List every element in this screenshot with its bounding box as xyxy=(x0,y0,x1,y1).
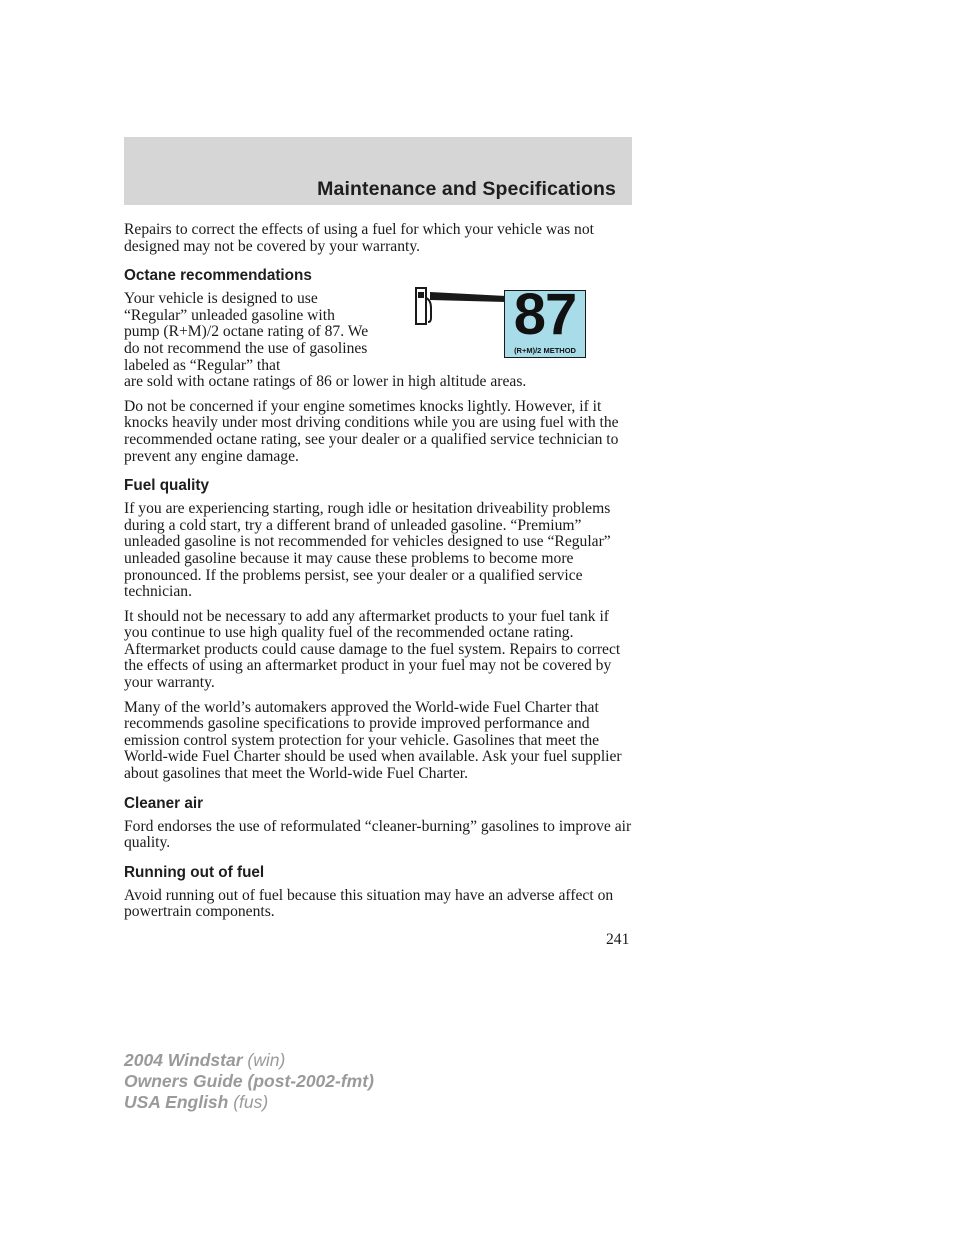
section-header xyxy=(124,137,632,205)
knock-paragraph: Do not be concerned if your engine sometimes knocks lightly. However, if it knocks heavily under most driving conditions while you are using fuel with the recommended octane rating, see your dealer or a qualified service technician to prevent any engine damage. xyxy=(124,397,619,465)
intro-paragraph: Repairs to correct the effects of using a fuel for which your vehicle was not designed may not be covered by your warranty. xyxy=(124,221,594,255)
fuel-quality-paragraph-3: Many of the world’s automakers approved the World-wide Fuel Charter that recommends gasoline specifications to provide improved performance and emission control system protection for your vehicle. Gasolines that meet the World-wide Fuel Charter should be used when available. Ask your fuel supplier about gasolines that meet the World-wide Fuel Charter. xyxy=(124,698,622,783)
fuel-quality-paragraph-1: If you are experiencing starting, rough idle or hesitation driveability problems during a cold start, try a different brand of unleaded gasoline. “Premium” unleaded gasoline is not recommended for vehicles designed to use “Regular” unleaded gasoline because it may cause these problems to become more pronounced. If the problems persist, see your dealer or a qualified service technician. xyxy=(124,500,611,601)
footer-line-3 xyxy=(124,1092,374,1113)
footer-line-1 xyxy=(124,1050,374,1071)
section-title: Maintenance and Specifications xyxy=(317,178,616,200)
octane-label-method: (R+M)/2 METHOD xyxy=(514,346,576,356)
fuel-quality-heading: Fuel quality xyxy=(124,477,209,495)
octane-paragraph-continued: are sold with octane ratings of 86 or lower in high altitude areas. xyxy=(124,373,527,391)
octane-label xyxy=(504,282,586,358)
footer-guide: Owners Guide (post-2002-fmt) xyxy=(124,1071,374,1091)
document-footer xyxy=(124,1050,374,1113)
footer-model: 2004 Windstar xyxy=(124,1050,243,1070)
cleaner-air-paragraph: Ford endorses the use of reformulated “cleaner-burning” gasolines to improve air quality. xyxy=(124,817,632,852)
running-out-paragraph: Avoid running out of fuel because this situation may have an adverse affect on powertrain components. xyxy=(124,886,614,921)
footer-model-code: (win) xyxy=(242,1050,286,1070)
octane-label-figure xyxy=(408,278,604,358)
octane-label-number: 87 xyxy=(513,282,577,348)
page-content xyxy=(124,222,636,929)
footer-line-2 xyxy=(124,1071,374,1092)
fuel-quality-paragraph-2: It should not be necessary to add any aftermarket products to your fuel tank if you continue to use high quality fuel of the recommended octane rating. Aftermarket products could cause damage to the fuel system. Repairs to correct the effects of using an aftermarket product in your fuel may not be covered by your warranty. xyxy=(124,607,621,692)
cleaner-air-heading: Cleaner air xyxy=(124,794,204,812)
page-number: 241 xyxy=(606,931,630,948)
fuel-pump-icon xyxy=(408,278,508,338)
footer-language: USA English xyxy=(124,1092,229,1112)
octane-paragraph: Your vehicle is designed to use “Regular” unleaded gasoline with pump (R+M)/2 octane rating of 87. We do not recommend the use of gasolines labeled as “Regular” that xyxy=(124,290,369,374)
running-out-heading: Running out of fuel xyxy=(124,863,265,881)
octane-section xyxy=(124,282,636,374)
footer-language-code: (fus) xyxy=(228,1092,269,1112)
octane-heading: Octane recommendations xyxy=(124,267,312,285)
